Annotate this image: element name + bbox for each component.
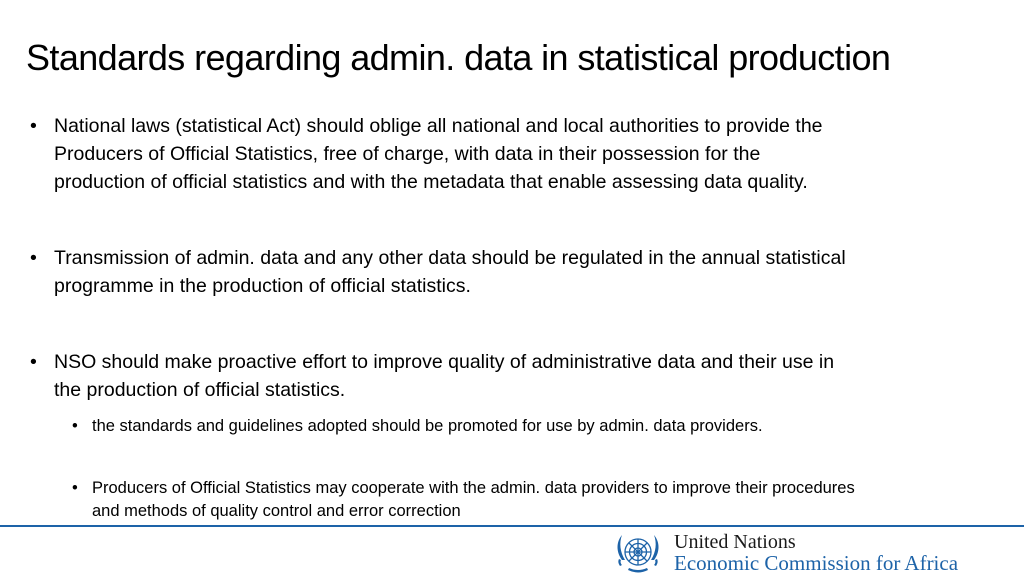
sub-bullet-line: the standards and guidelines adopted should be promoted for use by admin. data providers. (92, 417, 763, 435)
bullet-icon: • (30, 247, 37, 269)
bullet-line: NSO should make proactive effort to improve quality of administrative data and their use in (54, 351, 835, 373)
sub-bullet-line: and methods of quality control and error correction (92, 502, 461, 520)
bullet-line: programme in the production of official statistics. (54, 275, 471, 297)
org-subtitle: Economic Commission for Africa (674, 551, 959, 575)
bullet-line: National laws (statistical Act) should oblige all national and local authorities to provide the (54, 115, 823, 137)
slide-title: Standards regarding admin. data in statistical production (26, 37, 891, 78)
sub-bullet-icon: • (72, 417, 78, 435)
footer-logo (612, 530, 1017, 574)
sub-bullet-icon: • (72, 479, 78, 497)
footer-divider (0, 525, 1024, 527)
bullet-line: Transmission of admin. data and any other data should be regulated in the annual statistical (54, 247, 846, 269)
bullet-icon: • (30, 115, 37, 137)
un-emblem-icon (612, 530, 664, 576)
bullet-line: production of official statistics and with the metadata that enable assessing data quality. (54, 171, 808, 193)
bullet-line: Producers of Official Statistics, free of charge, with data in their possession for the (54, 143, 761, 165)
bullet-icon: • (30, 351, 37, 373)
bullet-line: the production of official statistics. (54, 379, 346, 401)
org-name: United Nations (674, 531, 796, 553)
sub-bullet-line: Producers of Official Statistics may cooperate with the admin. data providers to improve their procedures (92, 479, 855, 497)
